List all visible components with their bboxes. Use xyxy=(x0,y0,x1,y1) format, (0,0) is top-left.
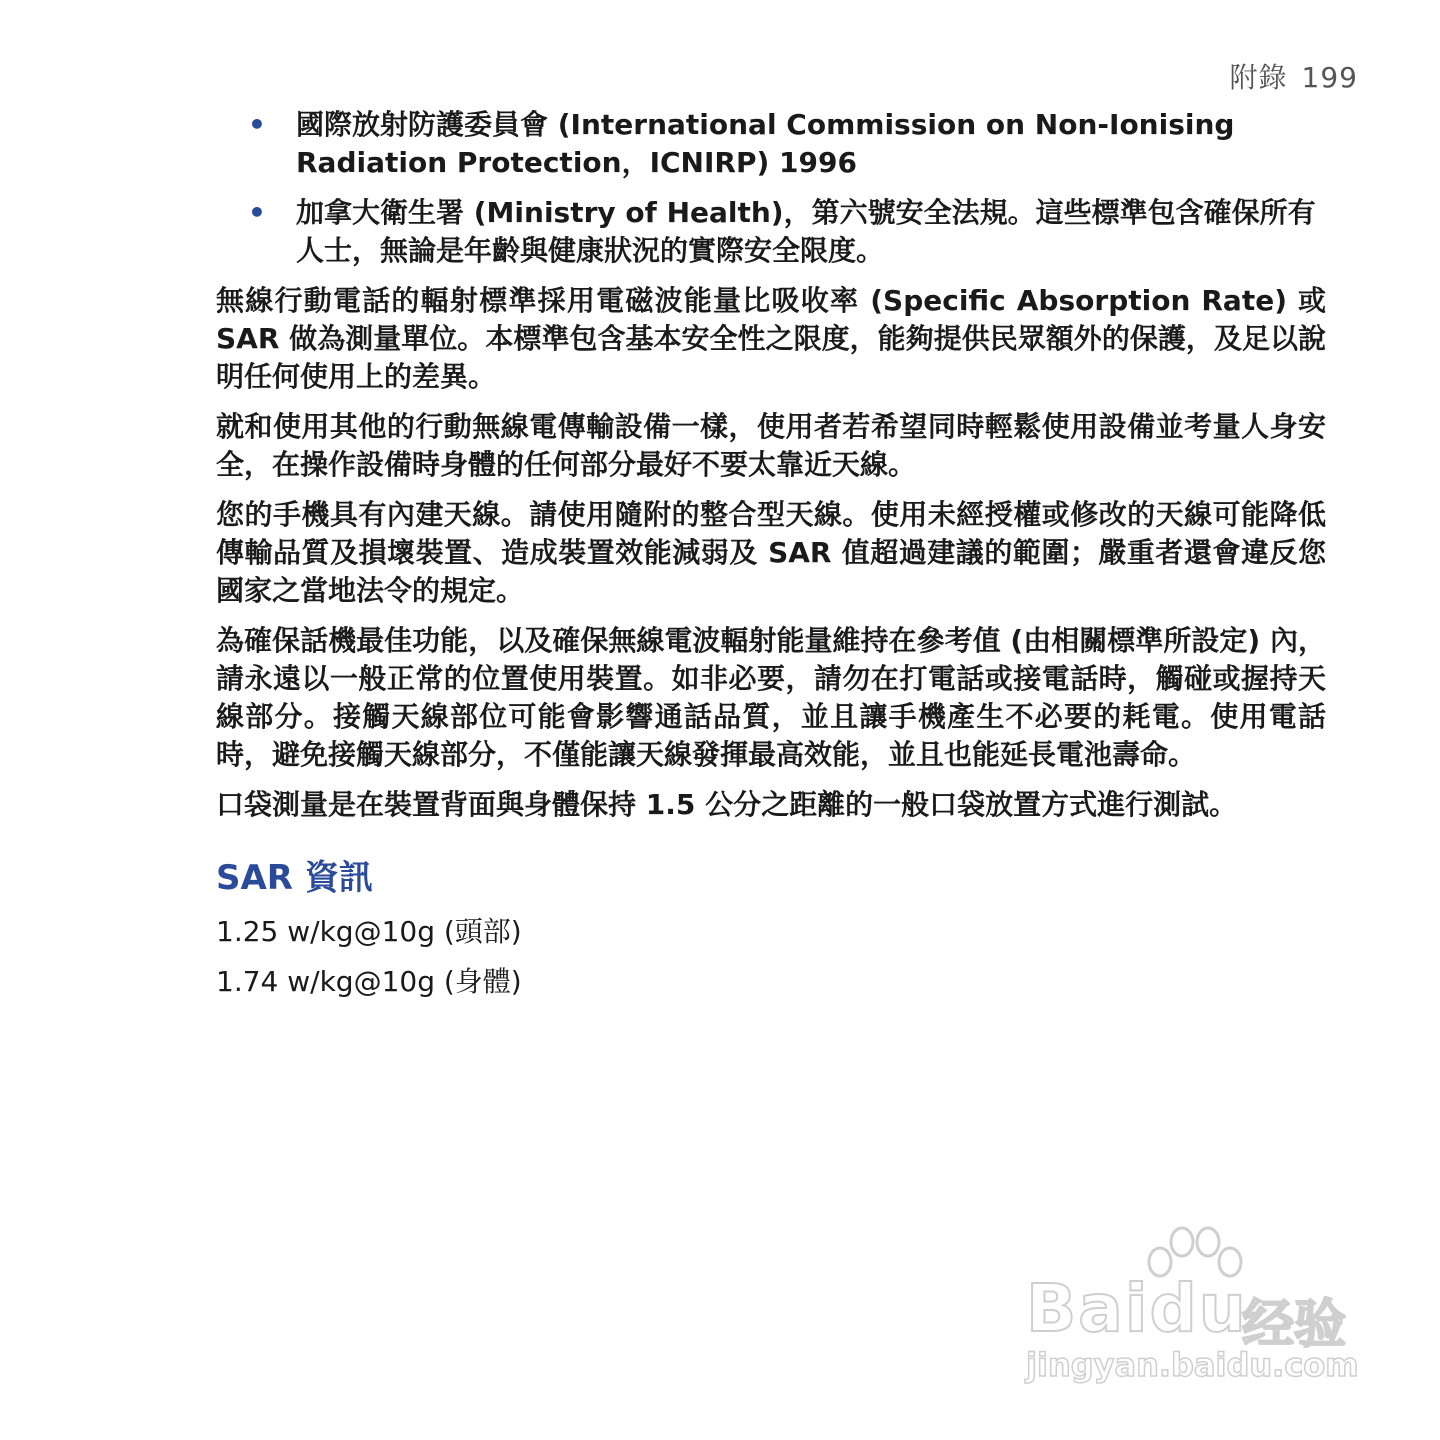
bullet-text: 加拿大衛生署 (Ministry of Health)，第六號安全法規。這些標準包含確保所有人士，無論是年齡與健康狀況的實際安全限度。 xyxy=(296,196,1316,267)
paragraph-normal-position: 為確保話機最佳功能，以及確保無線電波輻射能量維持在參考值 (由相關標準所設定) 內，請永遠以一般正常的位置使用裝置。如非必要，請勿在打電話或接電話時，觸碰或握持天線部分。接觸天線部位可能會影響通話品質，並且讓手機產生不必要的耗電。使用電話時，避免接觸天線部分，不僅能讓天線發揮最高效能，並且也能延長電池壽命。 xyxy=(216,624,1326,771)
bullet-text: 國際放射防護委員會 (International Commission on Non-Ionising Radiation Protection，ICNIRP) 1996 xyxy=(296,108,1235,179)
standards-list xyxy=(216,106,1326,270)
page-header xyxy=(1230,56,1358,96)
watermark-url: jingyan.baidu.com xyxy=(1026,1346,1359,1384)
section-name: 附錄 xyxy=(1229,61,1288,94)
page-number: 199 xyxy=(1301,61,1358,94)
paragraph-pocket-test: 口袋測量是在裝置背面與身體保持 1.5 公分之距離的一般口袋放置方式進行測試。 xyxy=(216,788,1238,821)
baidu-watermark xyxy=(1022,1222,1362,1392)
bullet-icon: • xyxy=(248,108,266,141)
sar-section-title: SAR 資訊 xyxy=(216,858,373,898)
page-content xyxy=(216,106,1326,1013)
watermark-brand-cn: 经验 xyxy=(1242,1295,1347,1355)
paragraph-sar-standard: 無線行動電話的輻射標準採用電磁波能量比吸收率 (Specific Absorption Rate) 或 SAR 做為測量單位。本標準包含基本安全性之限度，能夠提供民眾額外的保護，及足以說明任何使用上的差異。 xyxy=(216,284,1326,393)
paragraph-antenna-distance: 就和使用其他的行動無線電傳輸設備一樣，使用者若希望同時輕鬆使用設備並考量人身安全，在操作設備時身體的任何部分最好不要太靠近天線。 xyxy=(216,410,1326,481)
sar-value-head: 1.25 w/kg@10g (頭部) xyxy=(216,915,522,948)
sar-value-body: 1.74 w/kg@10g (身體) xyxy=(216,965,522,998)
bullet-icon: • xyxy=(248,196,266,229)
paragraph-builtin-antenna: 您的手機具有內建天線。請使用隨附的整合型天線。使用未經授權或修改的天線可能降低傳輸品質及損壞裝置、造成裝置效能減弱及 SAR 值超過建議的範圍；嚴重者還會違反您國家之當地法令的規定。 xyxy=(216,498,1326,607)
watermark-brand: Baidu xyxy=(1026,1270,1248,1347)
list-item xyxy=(216,194,1326,270)
list-item xyxy=(216,106,1326,182)
